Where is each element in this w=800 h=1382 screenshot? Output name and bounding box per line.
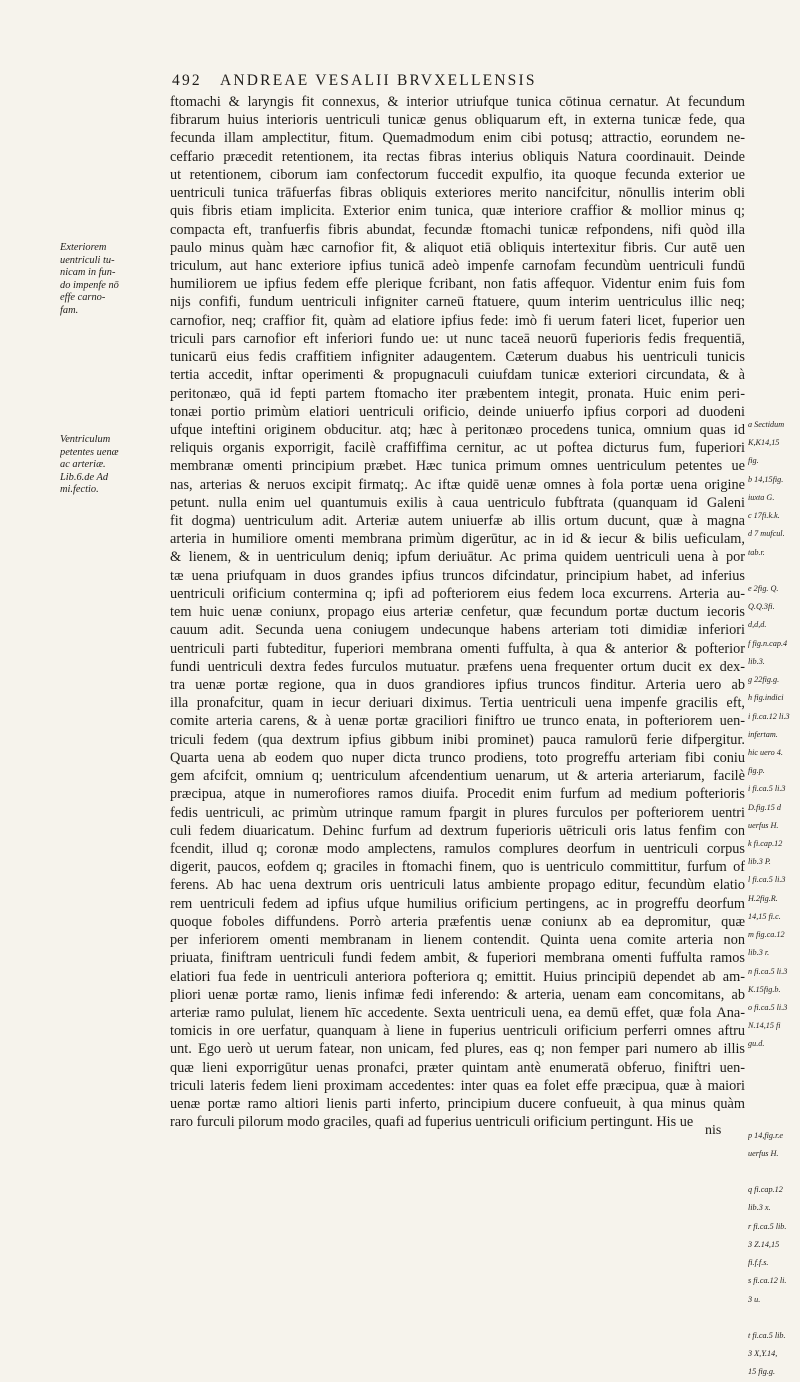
text-line: elatiori fua fede in uentriculi anteriora pofteriora q; emittit. Huius principiū dependet ab am- [170, 968, 745, 985]
margin-reference [748, 1054, 798, 1072]
text-line: fecunda illam amplectitur, fitum. Quemadmodum enim cibi potusq; attractio, eorundem ne- [170, 130, 745, 147]
margin-reference: s fi.ca.12 li. [748, 1276, 787, 1286]
text-line: fedis uentriculi, ac primùm utrinque ramum fpargit in plures furculos per pofteriorem uentri [170, 804, 745, 821]
margin-reference: o fi.ca.5 li.3 [748, 1003, 788, 1012]
margin-reference [748, 562, 798, 580]
margin-reference: infertam. [748, 729, 778, 739]
margin-reference: N.14,15 fi [748, 1021, 781, 1031]
text-line: tæ uena priufquam in duos grandes ipfius truncos difcindatur, principium habet, ad inferius [170, 567, 745, 584]
margin-reference [748, 1072, 798, 1090]
margin-reference [748, 1108, 798, 1126]
margin-note-line: Lib.6.de Ad [60, 471, 109, 483]
text-line: petunt. nulla enim uel quantumuis exilis à caua uentriculo fubftrata (quanquam id Galeni [170, 494, 745, 511]
text-line: humiliorem ue ipfius fedem effe plerique fcribant, non fatis affequor. Videntur enim fuis fom [170, 276, 745, 293]
margin-reference: m fig.ca.12 [748, 930, 785, 940]
margin-reference: e 2fig. Q. [748, 583, 779, 593]
margin-reference: n fi.ca.5 li.3 [748, 966, 788, 976]
margin-reference: uerfus H. [748, 820, 779, 830]
margin-note-line: do impenfe nō [60, 279, 119, 291]
margin-reference: K.15fig.b. [748, 984, 781, 994]
text-line: fibrarum huius interioris uentriculi tunicæ genus obliquarum eft, in externa tunicæ fede, qua [170, 112, 745, 129]
margin-reference: K,K14,15 [748, 438, 780, 448]
text-line: ferens. Ab hac uena dextrum oris uentriculi latus ambiente propago editur, fecundùm elatio [170, 877, 745, 894]
text-line: fundi uentriculi dextra fedes furculos mutuatur. præfens uena frequenter ortum ducit ex dex- [170, 658, 745, 675]
margin-note-line: Ventriculum [60, 434, 111, 445]
margin-note-line: petentes uenæ [60, 446, 119, 458]
catchword: nis [705, 1123, 722, 1138]
text-line: culi fedem diuaricatum. Dehinc furfum ad dextrum fuperioris uētriculi oris latus fenfim con [170, 822, 745, 839]
margin-note-line: ac arteriæ. [60, 459, 106, 471]
text-line: uenæ portæ ramo altiori lienis parti inferto, principium ducere confueuit, à qua minus quàm [170, 1096, 745, 1113]
text-line: uentriculi tunica trāfuerfas fibras obliquis exteriores merito nancifcitur, nōnullis interim obli [170, 185, 745, 202]
left-margin-note-2 [60, 434, 168, 497]
text-line: compacta eft, tranfuerfis fibris abundat, fecundæ ftomachi tunicæ refpondens, nifi quòd illa [170, 221, 745, 238]
margin-reference: a Sectidum [748, 420, 785, 429]
text-line: gem afcifcit, omnium q; uentriculum afcendentium uenarum, ut & arteria arteriarum, facilè [170, 768, 745, 785]
text-line: comite arteria carens, & à uenæ portæ graciliori finiftro ue trunco enata, in pofteriorem uen- [170, 713, 745, 730]
text-line: priuata, finiftram uentriculi fundi fedem ambit, & fuperiori membrana omenti fuffulta ramos [170, 950, 745, 967]
text-line: reliquis organis exporrigit, facilè craffiffima cernitur, ac ut poftea dicturus fum, fuperiori [170, 440, 745, 457]
margin-reference: 3 Z.14,15 [748, 1239, 780, 1249]
margin-reference: b 14,15fig. [748, 474, 784, 484]
page-number: 492 [172, 72, 202, 89]
text-line: carnofior, neq; craffior fit, quàm ad elatiore ipfius fede: imò fi uerum fateri licet, fuperior uen [170, 312, 745, 329]
text-line: ftomachi & laryngis fit connexus, & interior utriufque tunica cōtinua cernatur. At fecundum [170, 94, 745, 110]
margin-reference: q fi.cap.12 [748, 1185, 783, 1195]
text-line: membranæ omenti principium præbet. Hæc tunica primum omnes uentriculum petentes ue [170, 458, 745, 475]
margin-reference: i fi.ca.5 li.3 [748, 784, 786, 794]
margin-reference [748, 1090, 798, 1108]
margin-reference: D.fig.15 d [748, 802, 781, 812]
running-head: ANDREAE VESALII BRVXELLENSIS [220, 72, 537, 89]
margin-reference: d 7 mufcul. [748, 529, 785, 539]
text-line: unt. Ego uerò ut uerum fatear, non unicam, fed plures, eas q; non femper pari numero ab illis [170, 1041, 745, 1058]
text-line: quoque foboles diffundens. Porrò arteria præfentis uenæ coniunx ab ea depromitur, quæ [170, 913, 745, 930]
margin-reference [748, 1163, 798, 1181]
margin-reference: k fi.cap.12 [748, 839, 783, 849]
margin-reference: H.2fig.R. [748, 893, 778, 903]
margin-reference: 14,15 fi.c. [748, 911, 781, 921]
text-line: paulo minus quàm hæc carnofior fit, & aliquot etiā obliquis intertexitur fibris. Cur autē uen [170, 239, 745, 256]
text-line: arteriæ ramo pululat, lienem hīc accedente. Sexta uentriculi uena, ea demū effet, quæ fola Ana- [170, 1004, 745, 1021]
margin-reference: f fig.n.cap.4 [748, 638, 788, 648]
text-line: fcendit, illud q; coronæ modo amplectens, ramulos complures deorfum in uentriculi corpus [170, 840, 745, 857]
text-line: triculi fedem (qua dextrum ipfius gibbum inibi prominet) pauca ramulorū ferie difpergitur. [170, 731, 745, 748]
text-line: triculi lateris fedem lieni proximam accedentes: inter quas ea folet effe præcipua, quæ à maiori [170, 1077, 745, 1094]
text-line: & lienem, & in uentriculum deniq; ipfum deriuātur. Ac prima quidem uentriculi uena à por [170, 549, 745, 566]
text-line: triculi pars carnofior eft inferiori fundo ue: ut nunc taceā neuorū fuperioris fedis frequentiā, [170, 330, 745, 347]
margin-reference: fig. [748, 456, 759, 466]
margin-reference: t fi.ca.5 lib. [748, 1330, 786, 1340]
text-line: peritonæo, quā id fepti partem ftomacho iter præbentem integit, pronata. Huic enim peri- [170, 385, 745, 402]
text-line: quæ lieni exporrigūtur uenas pronafci, præter quintam antè enumeratā obferuo, finiftri uen- [170, 1059, 745, 1076]
margin-reference: 3 X,Y.14, [748, 1349, 778, 1359]
text-line: ceffario præcedit retentionem, ita rectas fibras interius obliquis Natura coordinauit. Deinde [170, 148, 745, 165]
margin-reference: 15 fig.g. [748, 1367, 776, 1377]
margin-reference: c 17fi.k.k. [748, 511, 780, 521]
text-line: tra uenæ portæ regione, qua in duos grandiores ipfius truncos finditur. Arteria uero ab [170, 677, 745, 693]
margin-reference: l fi.ca.5 li.3 [748, 875, 786, 885]
left-margin-note-1 [60, 242, 168, 318]
text-line: raro furculi pilorum modo graciles, quafi ad fuperius uentriculi orificium pertingunt. His ue [170, 1114, 694, 1131]
margin-reference: lib.3 r. [748, 948, 770, 958]
text-line: triculum, aut hanc exteriore ipfius tunicā adeò impenfe carnofam fecundùm uentriculi fundū [170, 257, 745, 274]
right-margin-references [748, 416, 798, 1382]
margin-reference: r fi.ca.5 lib. [748, 1221, 787, 1231]
text-line: uentriculi parti fubteditur, fuperiori membrana omenti fuffulta, à qua & anterior & pofterior [170, 640, 745, 657]
main-text-block [170, 93, 745, 1131]
text-line: cauum adit. Secunda uena coniugem undecunque habens arteriam toti dimidiæ inferiori [170, 622, 745, 639]
margin-reference: 3 u. [748, 1294, 761, 1304]
margin-reference: fig.p. [748, 766, 765, 776]
margin-note-line: fam. [60, 304, 79, 316]
text-line: nas, arterias & neruos excipit firmatq;. Ac iftæ quidē uenæ omnes à fola portæ uena origine [170, 476, 745, 493]
margin-reference: Q.Q.3fi. [748, 602, 775, 612]
text-line: fit dogma) uentriculum adit. Arteriæ autem uniuerfæ ab illis ortum ducunt, quæ à magna [170, 513, 745, 530]
margin-note-line: uentriculi tu- [60, 254, 115, 266]
margin-reference: lib.3. [748, 656, 765, 666]
page-header [172, 72, 732, 94]
margin-note-line: effe carno- [60, 292, 106, 304]
margin-note-line: mi.fectio. [60, 484, 99, 496]
text-line: illa pronafcitur, quam in iecur deriuari diximus. Tertia uentriculi uena impenfe gracilis eft, [170, 695, 745, 712]
margin-reference: g 22fig.g. [748, 675, 780, 685]
text-line: tomicis in ore uerfatur, quanquam à liene in fuperius uentriculi orificium perferri omnes aftru [170, 1023, 745, 1040]
margin-note-line: nicam in fun- [60, 267, 116, 279]
margin-reference: d,d,d. [748, 620, 767, 630]
text-line: uentriculi orificium contermina q; ipfi ad pofteriorem eius fedem loca excurrens. Arteria au- [170, 585, 745, 602]
text-line: digerit, paucos, eofdem q; graciles in ftomachi finem, quo is uentriculo committitur, furfum of [170, 859, 745, 876]
text-line: tertia accedit, inftar operimenti & propugnaculi cuiufdam tunicæ exteriori circundata, & à [170, 367, 745, 384]
margin-reference: iuxta G. [748, 492, 775, 502]
text-line: pliori uenæ portæ ramo, lienis infimæ fedi inferendo: & arteria, uenam eam concomitans, ab [170, 986, 745, 1003]
text-line: præcipua, atque in numerofiores ramos diuifa. Procedit enim furfum ad medium pofterioris [170, 786, 745, 803]
text-line: quis fibris etiam implicita. Exterior enim tunica, quæ interiore craffior & mollior minus q; [170, 203, 745, 220]
text-line: tonæi portio primùm elatiori uentriculi orificio, deinde uniuerfo ipfius corpori ad duodeni [170, 403, 745, 420]
margin-reference: i fi.ca.12 li.3 [748, 711, 790, 721]
text-line: nijs confifi, fundum uentriculi infigniter carneū ftatuere, quum interim uentriculus illic neq; [170, 294, 745, 311]
text-line: tunicarū eius fedis craffitiem infigniter adaugentem. Cæterum duabus his uentriculi tunicis [170, 349, 745, 366]
margin-reference: uerfus H. [748, 1148, 779, 1158]
margin-reference: h fig.indici [748, 693, 784, 703]
margin-reference: gu.d. [748, 1039, 765, 1049]
margin-reference: fi.f.f.s. [748, 1258, 769, 1268]
text-line: per inferiorem omenti membranam in lienem contendit. Quinta uena comite arteria non [170, 932, 745, 949]
margin-reference [748, 1309, 798, 1327]
margin-reference: hic uero 4. [748, 747, 783, 757]
margin-reference: lib.3 P. [748, 857, 771, 867]
margin-reference: tab.r. [748, 547, 765, 557]
text-line: tem huic uenæ coniunx, propago eius arteriæ cenfetur, quæ fecundum portæ ductum iecoris [170, 604, 745, 621]
text-line: rem uentriculi fedem ad ipfius ufque humilius orificium pertingens, ac in progreffu deorfum [170, 895, 745, 912]
text-line: ut retentionem, ciborum iam confectorum fuccedit expulfio, ita quoque fecunda exterior ue [170, 166, 745, 183]
margin-note-line: Exteriorem [60, 242, 107, 253]
text-line: ufque inteftini originem obducitur. atq; hæc à peritonæo procedens tunica, omnium quas id [170, 421, 745, 438]
text-line: Quarta uena ab eodem quo nuper dicta trunco prodiens, toto progreffu arteriam fibi coniu [170, 749, 745, 766]
text-line: arteria in humiliore omenti membrana primùm digerūtur, ac in id & iecur & bilis ueficulam, [170, 531, 745, 548]
margin-reference: p 14,fig.r.e [748, 1130, 784, 1140]
margin-reference: lib.3 x. [748, 1203, 771, 1213]
